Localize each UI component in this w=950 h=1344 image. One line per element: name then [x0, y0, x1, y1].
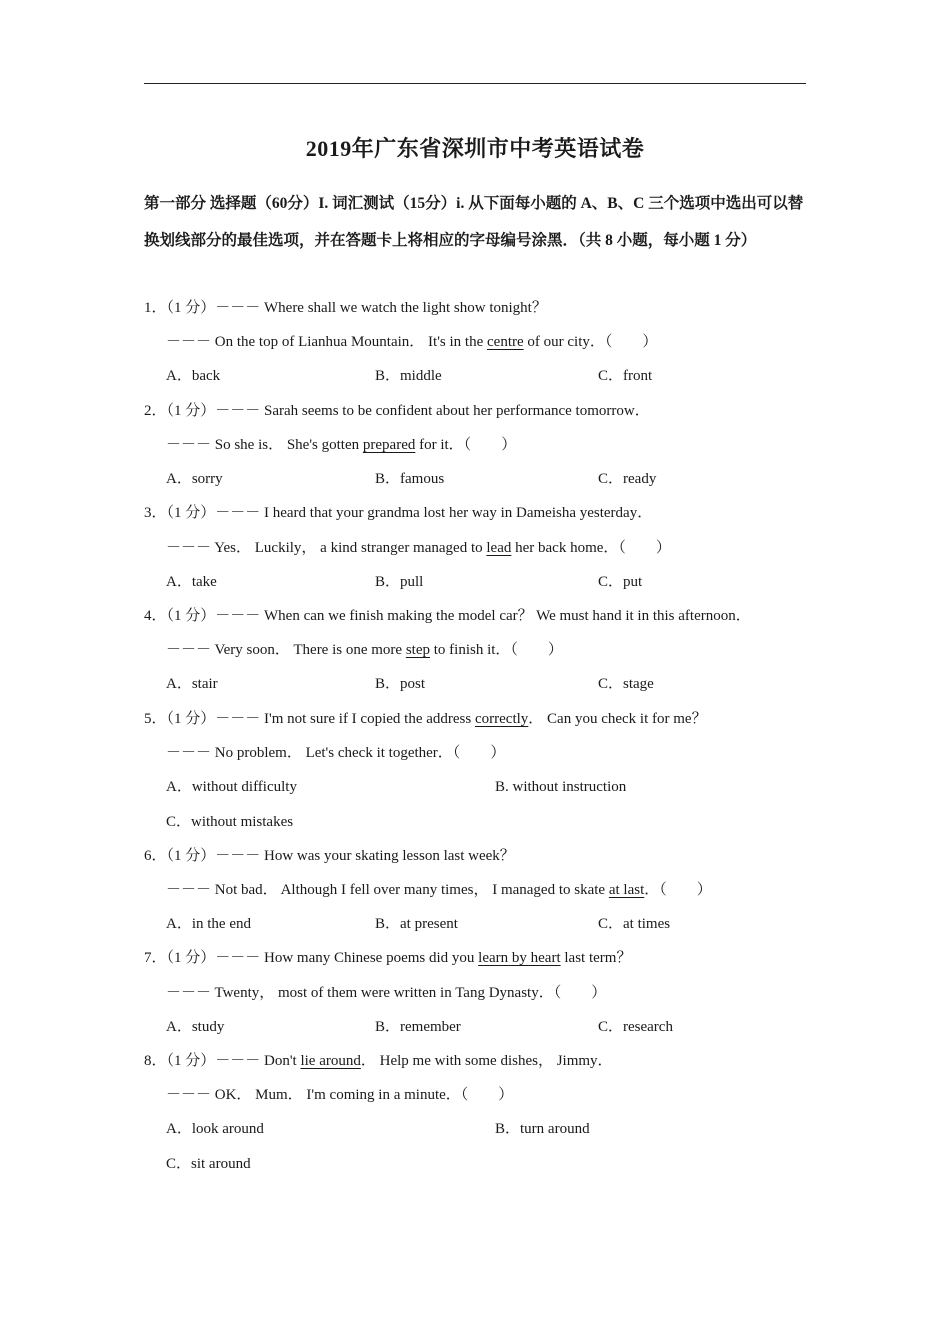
- section-instructions: 第一部分 选择题（60分）I. 词汇测试（15分）i. 从下面每小题的 A、B、C 三个选项中选出可以替换划线部分的最佳选项，并在答题卡上将相应的字母编号涂黑．（共 8 小题，每小题 1 分）: [144, 195, 804, 249]
- option-c[interactable]: C．front: [598, 368, 653, 384]
- reply-text-end: ．（: [644, 882, 667, 898]
- option-a[interactable]: A．in the end: [166, 916, 251, 932]
- reply-text-end: her back home．（: [511, 540, 626, 556]
- option-c[interactable]: C．without mistakes: [166, 814, 294, 830]
- option-c[interactable]: C．ready: [598, 471, 657, 487]
- reply-text-end: to finish it．（: [430, 642, 518, 658]
- option-a[interactable]: A．take: [166, 574, 217, 590]
- question-4-reply: [166, 639, 846, 661]
- option-a[interactable]: A．look around: [166, 1121, 264, 1137]
- question-5-prompt: [144, 708, 824, 730]
- question-1-prompt: [144, 297, 824, 319]
- reply-text: －－－ Twenty， most of them were written in Tang Dynasty．（: [166, 985, 562, 1001]
- option-b[interactable]: B．famous: [375, 471, 445, 487]
- underlined-word: lie around: [300, 1053, 361, 1069]
- reply-text-end: for it．（: [415, 437, 472, 453]
- reply-text: －－－ So she is． She's gotten: [166, 437, 363, 453]
- option-c[interactable]: C．sit around: [166, 1156, 251, 1172]
- option-b[interactable]: B. without instruction: [495, 779, 627, 795]
- header-rule: [144, 83, 806, 84]
- underlined-word: at last: [608, 882, 645, 898]
- question-7-prompt: [144, 947, 824, 969]
- question-text: 8．（1 分）－－－ Don't: [144, 1053, 301, 1069]
- paren-close: ）: [655, 540, 671, 556]
- question-4-prompt: [144, 605, 824, 627]
- reply-text-end: of our city．（: [523, 334, 613, 350]
- question-text-end: ． Can you check it for me？: [528, 711, 707, 727]
- reply-text: －－－ No problem． Let's check it together．（: [166, 745, 461, 761]
- question-2-reply: [166, 434, 846, 456]
- option-c[interactable]: C．put: [598, 574, 643, 590]
- question-3-prompt: [144, 502, 824, 524]
- reply-text: －－－ Yes． Luckily， a kind stranger managed to: [166, 540, 487, 556]
- option-c[interactable]: C．stage: [598, 676, 654, 692]
- paren-close: ）: [490, 745, 506, 761]
- question-text: 4．（1 分）－－－ When can we finish making the model car？ We must hand it in this afternoon．: [144, 608, 751, 624]
- option-a[interactable]: A．study: [166, 1019, 225, 1035]
- option-c[interactable]: C．at times: [598, 916, 671, 932]
- underlined-word: step: [405, 642, 430, 658]
- paren-close: ）: [642, 334, 658, 350]
- question-text: 5．（1 分）－－－ I'm not sure if I copied the address: [144, 711, 475, 727]
- option-a[interactable]: A．without difficulty: [166, 779, 297, 795]
- option-b[interactable]: B．middle: [375, 368, 442, 384]
- question-7-reply: [166, 982, 846, 1004]
- underlined-word: prepared: [362, 437, 416, 453]
- question-text: 1．（1 分）－－－ Where shall we watch the light show tonight？: [144, 300, 547, 316]
- reply-text: －－－ On the top of Lianhua Mountain． It's in the: [166, 334, 487, 350]
- option-b[interactable]: B．post: [375, 676, 426, 692]
- paren-close: ）: [501, 437, 517, 453]
- question-text-end: last term？: [560, 950, 632, 966]
- option-a[interactable]: A．stair: [166, 676, 218, 692]
- reply-text: －－－ Not bad． Although I fell over many times， I managed to skate: [166, 882, 609, 898]
- question-text: 6．（1 分）－－－ How was your skating lesson last week？: [144, 848, 515, 864]
- question-5-reply: [166, 742, 846, 764]
- question-text-end: ． Help me with some dishes， Jimmy．: [360, 1053, 613, 1069]
- paren-close: ）: [547, 642, 563, 658]
- paren-close: ）: [591, 985, 607, 1001]
- question-6-reply: [166, 879, 846, 901]
- option-b[interactable]: B．remember: [375, 1019, 461, 1035]
- question-text: 7．（1 分）－－－ How many Chinese poems did you: [144, 950, 479, 966]
- underlined-word: learn by heart: [478, 950, 561, 966]
- paren-close: ）: [498, 1087, 514, 1103]
- question-6-prompt: [144, 845, 824, 867]
- option-a[interactable]: A．back: [166, 368, 221, 384]
- underlined-word: centre: [487, 334, 524, 350]
- question-2-prompt: [144, 400, 824, 422]
- question-text: 3．（1 分）－－－ I heard that your grandma lost her way in Dameisha yesterday．: [144, 505, 653, 521]
- reply-text: －－－ Very soon． There is one more: [166, 642, 406, 658]
- option-b[interactable]: B．at present: [375, 916, 458, 932]
- exam-title: 2019年广东省深圳市中考英语试卷: [305, 136, 645, 161]
- option-b[interactable]: B．pull: [375, 574, 424, 590]
- paren-close: ）: [696, 882, 712, 898]
- option-c[interactable]: C．research: [598, 1019, 673, 1035]
- question-1-reply: [166, 331, 846, 353]
- question-3-reply: [166, 537, 846, 559]
- question-8-reply: [166, 1084, 846, 1106]
- question-text: 2．（1 分）－－－ Sarah seems to be confident about her performance tomorrow．: [144, 403, 650, 419]
- option-b[interactable]: B．turn around: [495, 1121, 590, 1137]
- question-8-prompt: [144, 1050, 824, 1072]
- underlined-word: correctly: [474, 711, 529, 727]
- underlined-word: lead: [486, 540, 512, 556]
- reply-text: －－－ OK． Mum． I'm coming in a minute．（: [166, 1087, 469, 1103]
- option-a[interactable]: A．sorry: [166, 471, 223, 487]
